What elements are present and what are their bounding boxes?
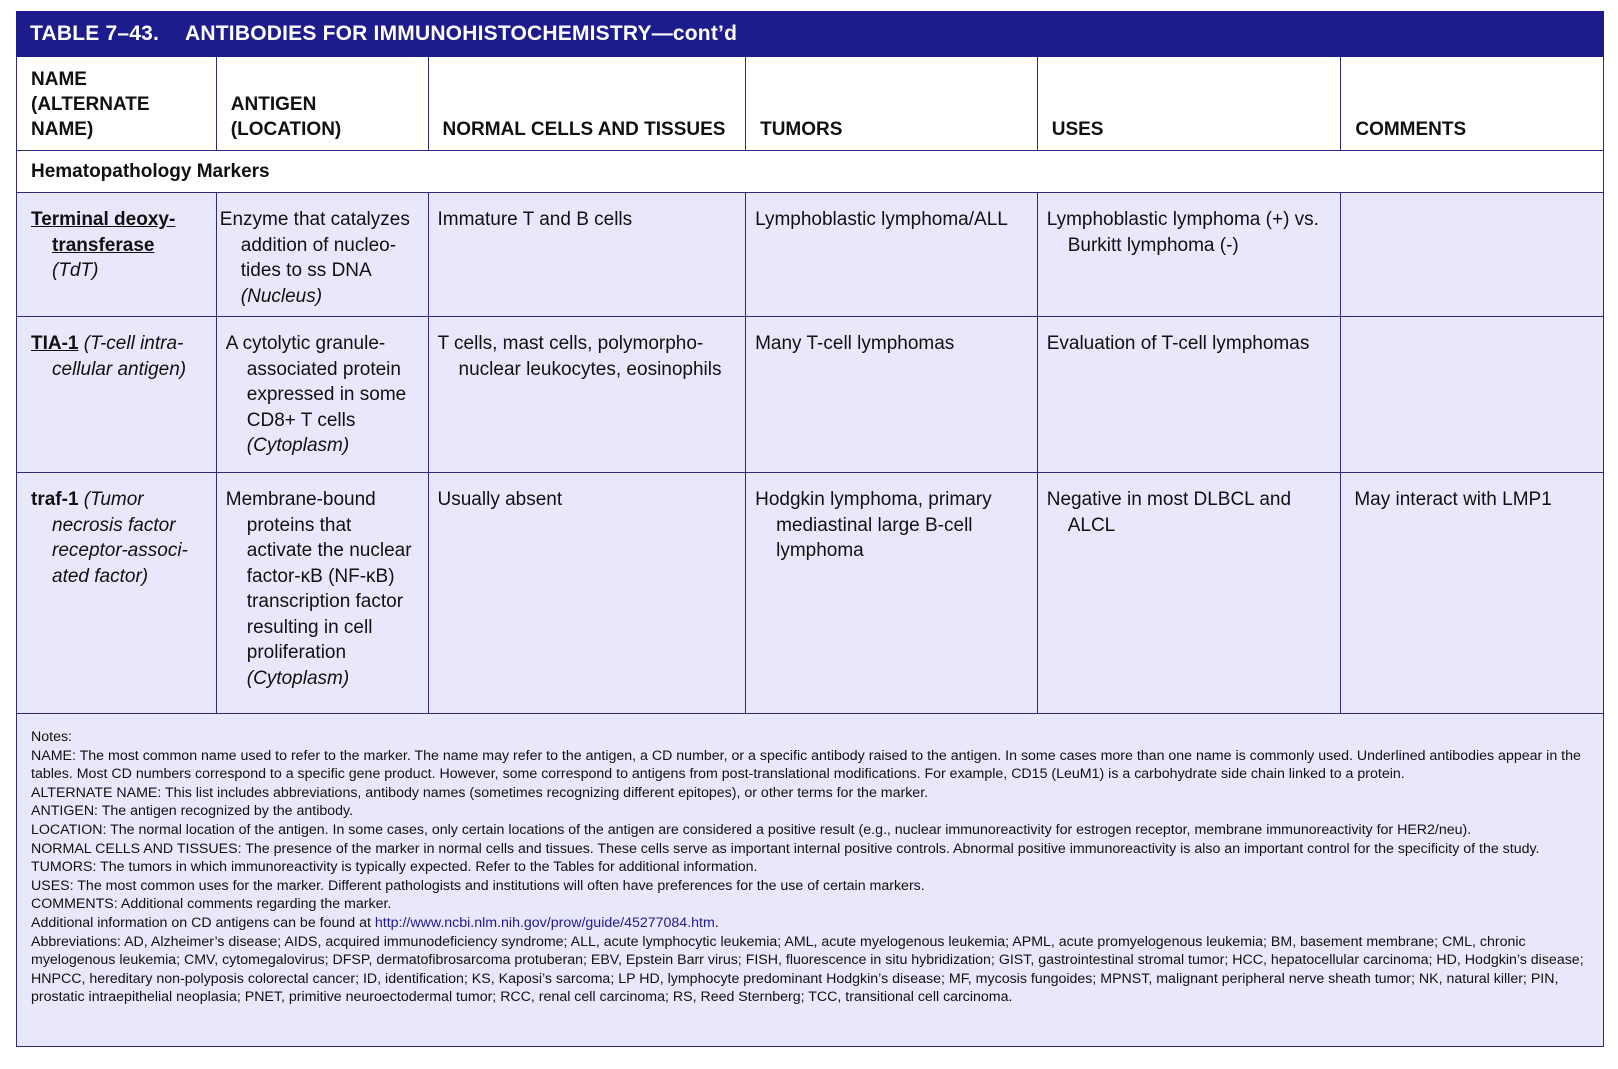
- cd-info-text: Additional information on CD antigens can be found at: [31, 914, 375, 931]
- note-comments: COMMENTS: Additional comments regarding the marker.: [31, 896, 392, 913]
- antigen-location: (Cytoplasm): [246, 435, 350, 456]
- table-title-bar: [16, 11, 1604, 57]
- antigen-text: A cytolytic granule-associated protein expressed in some CD8+ T cells: [225, 333, 407, 431]
- section-title: Hematopathology Markers: [17, 151, 1603, 193]
- table-number: TABLE 7–43.: [30, 22, 160, 45]
- marker-name-cell: [17, 317, 217, 472]
- marker-name: TIA-1: [31, 333, 79, 354]
- marker-name: Terminal deoxy-transferase: [31, 209, 176, 256]
- header-comments: COMMENTS: [1355, 119, 1467, 140]
- marker-name-cell: [17, 193, 217, 316]
- uses-cell: Lymphoblastic lymphoma (+) vs. Burkitt lymphoma (-): [1038, 193, 1342, 316]
- note-name: NAME: The most common name used to refer to the marker. The name may refer to the antigen, a CD number, or a specific antibody raised to the antigen. In some cases more than one name is commonly used. Underlined antibodies appear in the tables. Most CD numbers correspond to a specific gene product. However, some correspond to antigens from post-translational modifications. For example, CD15 (LeuM1) is a carbohydrate side chain linked to a protein.: [31, 747, 1581, 783]
- table-grid: [16, 57, 1604, 714]
- header-normal: NORMAL CELLS AND TISSUES: [429, 57, 747, 150]
- marker-alt-name: (TdT): [52, 260, 99, 281]
- header-tumors: TUMORS: [746, 57, 1038, 150]
- tumors-cell: Many T-cell lymphomas: [746, 317, 1038, 472]
- antigen-cell: [217, 473, 429, 713]
- table-row: [17, 473, 1603, 714]
- note-cd-info: [31, 914, 1589, 933]
- normal-cell: T cells, mast cells, polymorpho-nuclear leukocytes, eosinophils: [429, 317, 747, 472]
- antigen-location: (Cytoplasm): [246, 667, 350, 689]
- header-uses: USES: [1038, 57, 1342, 150]
- marker-name-cell: [17, 473, 217, 713]
- antigen-location: (Nucleus): [240, 285, 323, 307]
- cd-info-link[interactable]: http://www.ncbi.nlm.nih.gov/prow/guide/45277084.htm: [374, 914, 715, 931]
- tumors-cell: Hodgkin lymphoma, primary mediastinal large B-cell lymphoma: [746, 473, 1038, 713]
- tumors-cell: Lymphoblastic lymphoma/ALL: [746, 193, 1038, 316]
- cd-info-suffix: .: [714, 914, 719, 931]
- notes-heading: Notes:: [31, 729, 73, 745]
- table-notes: [16, 714, 1604, 1047]
- note-alternate-name: ALTERNATE NAME: This list includes abbreviations, antibody names (sometimes recognizing different epitopes), or other terms for the marker.: [31, 784, 929, 801]
- antibody-table: [16, 11, 1604, 1047]
- note-antigen: ANTIGEN: The antigen recognized by the antibody.: [31, 803, 354, 820]
- marker-alt-name: (Tumor necrosis factor receptor-associ-ated factor): [52, 489, 188, 587]
- antigen-cell: [217, 193, 429, 316]
- marker-name: traf-1: [31, 489, 79, 510]
- header-row: [17, 57, 1603, 151]
- antigen-text: Enzyme that catalyzes addition of nucleo-tides to ss DNA: [219, 209, 410, 281]
- table-title: ANTIBODIES FOR IMMUNOHISTOCHEMISTRY—cont’d: [185, 22, 738, 45]
- table-row: [17, 193, 1603, 317]
- comments-cell: May interact with LMP1: [1354, 489, 1552, 510]
- note-normal-cells: NORMAL CELLS AND TISSUES: The presence of the marker in normal cells and tissues. These cells serve as important internal positive controls. Abnormal positive immunoreactivity is also an important control for the specificity of the study.: [31, 840, 1540, 857]
- table-row: [17, 317, 1603, 473]
- uses-cell: Negative in most DLBCL and ALCL: [1038, 473, 1342, 713]
- marker-alt-name: (T-cell intra-cellular antigen): [52, 333, 187, 380]
- comments-cell: [1341, 317, 1603, 472]
- note-uses: USES: The most common uses for the marker. Different pathologists and institutions will often have preferences for the use of certain markers.: [31, 877, 925, 894]
- comments-cell: [1341, 193, 1603, 316]
- note-abbreviations: Abbreviations: AD, Alzheimer’s disease; AIDS, acquired immunodeficiency syndrome; ALL, acute lymphocytic leukemia; AML, acute myelogenous leukemia; APML, acute promyelogenous leukemia; BM, basement membrane; CML, chronic myelogenous leukemia; CMV, cytomegalovirus; DFSP, dermatofibrosarcoma protuberan; EBV, Epstein Barr virus; FISH, fluorescence in situ hybridization; GIST, gastrointestinal stromal tumor; HCC, hepatocellular carcinoma; HD, Hodgkin’s disease; HNPCC, hereditary non-polyposis colorectal cancer; ID, identification; KS, Kaposi’s sarcoma; LP HD, lymphocyte predominant Hodgkin’s disease; MF, mycosis fungoides; MPNST, malignant peripheral nerve sheath tumor; NK, natural killer; PIN, prostatic intraepithelial neoplasia; PNET, primitive neuroectodermal tumor; RCC, renal cell carcinoma; RS, Reed Sternberg; TCC, transitional cell carcinoma.: [31, 933, 1584, 1006]
- antigen-cell: [217, 317, 429, 472]
- note-location: LOCATION: The normal location of the antigen. In some cases, only certain locations of the antigen are considered a positive result (e.g., nuclear immunoreactivity for estrogen receptor, membrane immunoreactivity for HER2/neu).: [31, 821, 1472, 838]
- note-tumors: TUMORS: The tumors in which immunoreactivity is typically expected. Refer to the Tables for additional information.: [31, 859, 758, 876]
- uses-cell: Evaluation of T-cell lymphomas: [1038, 317, 1342, 472]
- antigen-text: Membrane-bound proteins that activate the nuclear factor-κB (NF-κB) transcription factor resulting in cell proliferation: [225, 489, 412, 663]
- normal-cell: Usually absent: [429, 473, 747, 713]
- normal-cell: Immature T and B cells: [429, 193, 747, 316]
- header-name: NAME (ALTERNATE NAME): [17, 57, 217, 150]
- header-antigen: ANTIGEN (LOCATION): [217, 57, 429, 150]
